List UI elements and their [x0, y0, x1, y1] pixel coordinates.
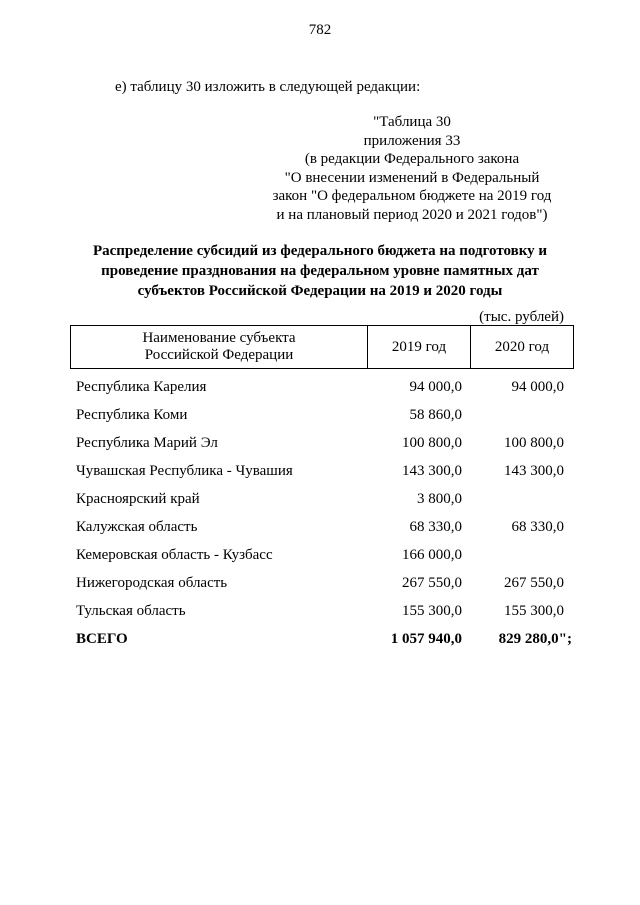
subject-name: Тульская область: [76, 603, 186, 619]
units-label: (тыс. рублей): [479, 309, 564, 325]
document-title: [60, 241, 580, 301]
table-row: [0, 569, 640, 597]
value-2019: 267 550,0: [402, 575, 462, 591]
table-row: [0, 485, 640, 513]
page-number: 782: [308, 22, 332, 38]
value-2019: 143 300,0: [402, 463, 462, 479]
title-line: проведение празднования на федеральном уровне памятных дат: [101, 263, 539, 279]
value-2019: 3 800,0: [417, 491, 462, 507]
subject-name: Чувашская Республика - Чувашия: [76, 463, 293, 479]
subject-name: Республика Марий Эл: [76, 435, 218, 451]
subject-name: Кемеровская область - Кузбасс: [76, 547, 273, 563]
column-header-2019: 2019 год: [368, 326, 471, 369]
table-row: [0, 401, 640, 429]
column-header-2020: 2020 год: [471, 326, 574, 369]
intro-text: е) таблицу 30 изложить в следующей редакции:: [115, 79, 421, 95]
table-row: [0, 429, 640, 457]
subject-name: Республика Коми: [76, 407, 188, 423]
title-line: субъектов Российской Федерации на 2019 и 2020 годы: [137, 283, 503, 299]
table-row: [0, 457, 640, 485]
table-row: [0, 373, 640, 401]
annex-line: "Таблица 30: [373, 114, 451, 130]
table-row: [0, 513, 640, 541]
total-label: ВСЕГО: [76, 631, 128, 647]
value-2020: 68 330,0: [511, 519, 564, 535]
annex-line: приложения 33: [363, 132, 461, 149]
subject-name: Калужская область: [76, 519, 198, 535]
value-2020: 94 000,0: [511, 379, 564, 395]
annex-line: закон "О федеральном бюджете на 2019 год: [272, 188, 552, 204]
value-2019: 58 860,0: [409, 407, 462, 423]
column-header-subject: Наименование субъекта Российской Федерации: [71, 326, 368, 369]
subject-name: Нижегородская область: [76, 575, 228, 591]
value-2019: 166 000,0: [402, 547, 462, 563]
value-2019: 94 000,0: [409, 379, 462, 395]
table-row: [0, 597, 640, 625]
title-line: Распределение субсидий из федерального бюджета на подготовку и: [92, 243, 548, 259]
annex-line: и на плановый период 2020 и 2021 годов"): [276, 206, 548, 223]
annex-line: (в редакции Федерального закона: [304, 151, 520, 167]
subject-name: Красноярский край: [76, 491, 200, 507]
value-2019: 100 800,0: [402, 435, 462, 451]
value-2020: 155 300,0: [504, 603, 564, 619]
value-2019: 68 330,0: [409, 519, 462, 535]
table-body: [0, 373, 640, 653]
value-2020: 100 800,0: [504, 435, 564, 451]
total-row: [0, 625, 640, 653]
annex-reference: [260, 113, 564, 224]
subject-name: Республика Карелия: [76, 379, 207, 395]
table-header: [70, 325, 574, 369]
value-2020: 267 550,0: [504, 575, 564, 591]
value-2020: 143 300,0: [504, 463, 564, 479]
total-2020: 829 280,0";: [498, 631, 572, 647]
annex-line: "О внесении изменений в Федеральный: [284, 169, 540, 186]
table-row: [0, 541, 640, 569]
total-2019: 1 057 940,0: [390, 631, 462, 647]
value-2019: 155 300,0: [402, 603, 462, 619]
